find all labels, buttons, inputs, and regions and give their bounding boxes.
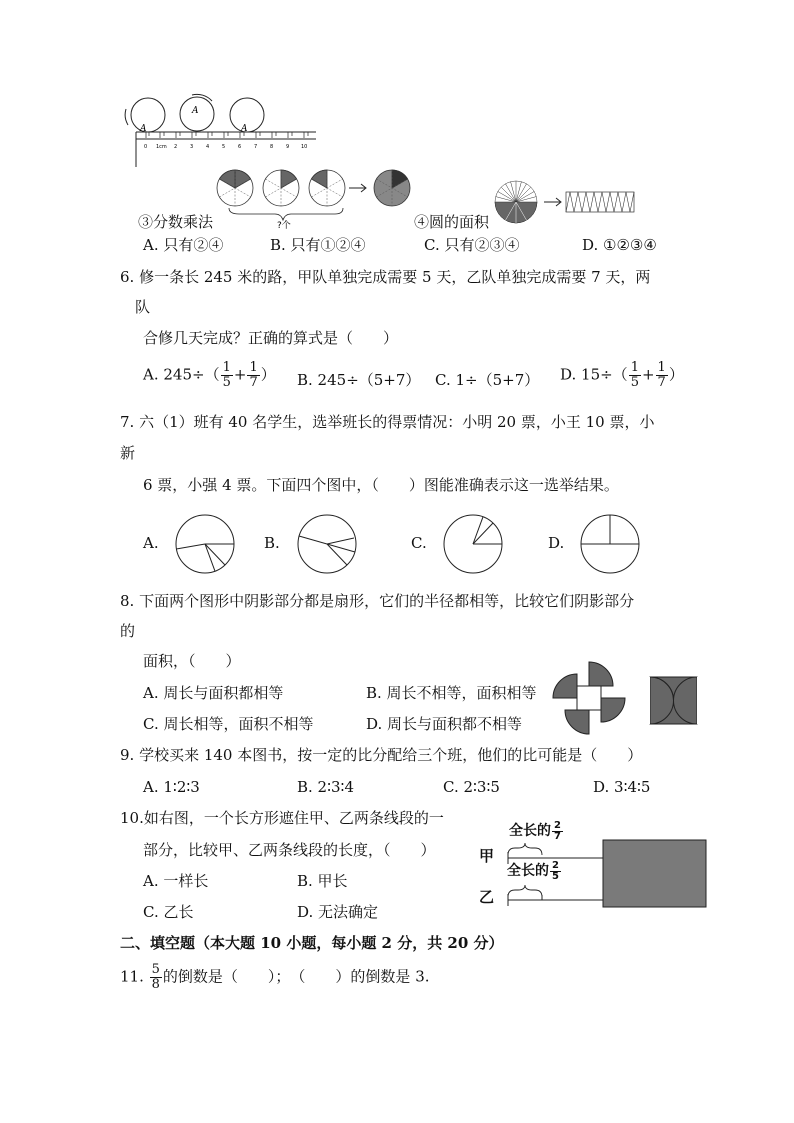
q6-option-d-prefix: D. 15÷（ [560,365,628,384]
plus-sign: + [233,365,247,384]
q8-option-c[interactable]: C. 周长相等，面积不相等 [143,715,314,733]
fraction-brace-label: ?个 [277,221,291,231]
fraction-one-fifth: $\frac{1}{5}$ [222,360,231,390]
q10-fig-label-jia: 甲 [479,847,495,865]
ruler-tick-3: 3 [190,144,194,150]
q7-pie-a[interactable] [175,514,237,576]
q10-line1: 10.如右图，一个长方形遮住甲、乙两条线段的一 [120,809,444,827]
circle-area-figure [494,180,644,224]
q9-option-d[interactable]: D. 3∶4∶5 [593,778,651,796]
q8-line3: 面积，（ ） [143,652,241,670]
q10-segments-figure [505,838,710,910]
ruler-tick-6: 6 [238,144,242,150]
q5-option-a[interactable]: A. 只有②④ [143,236,224,254]
q11-prefix: 11. [120,967,144,986]
q10-option-b[interactable]: B. 甲长 [297,872,348,890]
fraction-one-seventh: $\frac{1}{7}$ [249,360,258,390]
q8-square-sectors-figure [649,676,699,726]
q10-option-d[interactable]: D. 无法确定 [297,903,379,921]
q6-line2: 队 [135,298,151,316]
q8-option-b[interactable]: B. 周长不相等，面积相等 [366,684,537,702]
ruler-tick-1: 1cm [156,144,167,150]
q10-fig-jia-caption: 全长的 $\frac{2}{7}$ [509,819,561,842]
point-label-a3: A [241,124,248,134]
q11-line [120,963,430,992]
caption-fraction-multiplication: ③分数乘法 [138,213,214,231]
q9-option-b[interactable]: B. 2∶3∶4 [297,778,354,796]
ruler-tick-9: 9 [286,144,290,150]
ruler-tick-5: 5 [222,144,226,150]
q6-line3: 合修几天完成？正确的算式是（ ） [143,329,399,347]
caption-circle-area: ④圆的面积 [414,213,490,231]
q7-pie-d[interactable] [580,514,642,576]
q7-label-d[interactable]: D. [548,534,565,552]
q7-line3: 6 票，小强 4 票。下面四个图中，（ ）图能准确表示这一选举结果。 [143,476,619,494]
q7-line1: 7. 六（1）班有 40 名学生，选举班长的得票情况：小明 20 票，小王 10 票，小 [120,413,655,431]
fraction-five-eighths: $\frac{5}{8}$ [151,962,160,992]
q6-line1: 6. 修一条长 245 米的路，甲队单独完成需要 5 天，乙队单独完成需要 7 天，两 [120,268,651,286]
q7-label-a[interactable]: A. [143,534,159,552]
q8-option-d[interactable]: D. 周长与面积都不相等 [366,715,523,733]
q7-pie-c[interactable] [443,514,505,576]
q10-line2: 部分，比较甲、乙两条线段的长度，（ ） [143,841,436,859]
plus-sign: + [641,365,655,384]
q7-label-b[interactable]: B. [264,534,280,552]
q6-option-d-suffix: ） [668,365,684,384]
ruler-tick-10: 10 [301,144,308,150]
q10-option-c[interactable]: C. 乙长 [143,903,194,921]
q5-option-d[interactable]: D. ①②③④ [582,236,657,254]
point-label-a2: A [192,106,199,116]
point-label-a1: A [140,124,147,134]
q10-fig-yi-caption: 全长的 $\frac{2}{5}$ [507,859,559,882]
q6-option-a[interactable] [143,361,276,390]
q8-pinwheel-figure [551,660,627,736]
section2-title: 二、填空题（本大题 10 小题，每小题 2 分，共 20 分） [120,934,504,952]
q6-option-d[interactable] [560,361,684,390]
q10-fig-label-yi: 乙 [479,888,495,906]
q6-option-b[interactable]: B. 245÷（5+7） [297,371,421,389]
q6-option-a-suffix: ） [260,365,276,384]
ruler-tick-4: 4 [206,144,210,150]
q7-line2: 新 [120,444,136,462]
q8-line2: 的 [120,622,136,640]
q6-option-a-prefix: A. 245÷（ [143,365,220,384]
q11-text: 的倒数是（ ）； （ ）的倒数是 3. [162,967,430,986]
q9-option-c[interactable]: C. 2∶3∶5 [443,778,500,796]
ruler-tick-8: 8 [270,144,274,150]
q10-option-a[interactable]: A. 一样长 [143,872,209,890]
rolling-circle-figure [120,95,330,175]
ruler-tick-0: 0 [144,144,148,150]
q6-option-c[interactable]: C. 1÷（5+7） [435,371,540,389]
q8-option-a[interactable]: A. 周长与面积都相等 [143,684,284,702]
q5-option-c[interactable]: C. 只有②③④ [424,236,520,254]
fraction-one-seventh: $\frac{1}{7}$ [657,360,666,390]
q7-pie-b[interactable] [297,514,359,576]
q9-option-a[interactable]: A. 1∶2∶3 [143,778,200,796]
ruler-tick-7: 7 [254,144,258,150]
q5-option-b[interactable]: B. 只有①②④ [270,236,366,254]
q8-line1: 8. 下面两个图形中阴影部分都是扇形，它们的半径都相等，比较它们阴影部分 [120,592,635,610]
ruler-tick-2: 2 [174,144,178,150]
q7-label-c[interactable]: C. [411,534,427,552]
fraction-one-fifth: $\frac{1}{5}$ [630,360,639,390]
q9-line1: 9. 学校买来 140 本图书，按一定的比分配给三个班，他们的比可能是（ ） [120,746,643,764]
fraction-pies-figure [215,168,425,230]
